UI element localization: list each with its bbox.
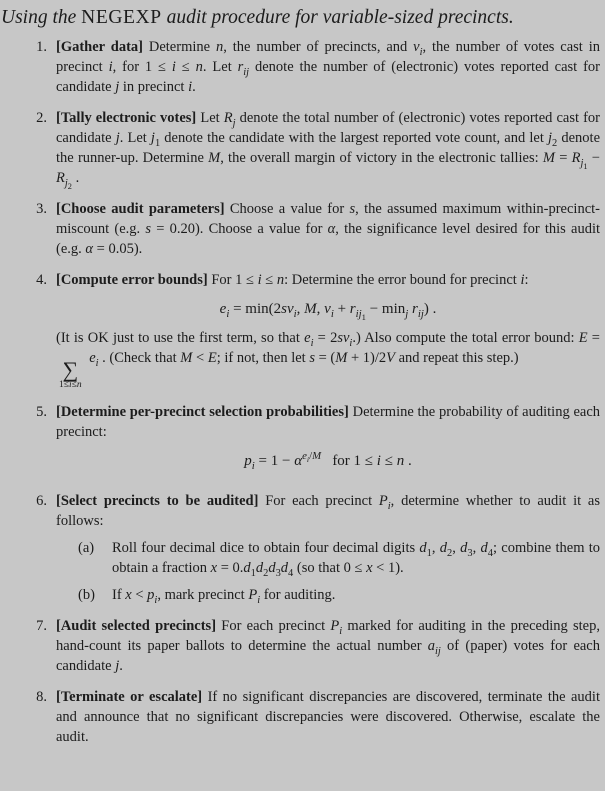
step-compute-error-bounds [0, 270, 602, 391]
step-audit-selected-precincts [0, 616, 602, 676]
step-gather-data [0, 37, 602, 97]
substep-text: If $x < p_i$, mark precinct $P_i$ for auditing. [112, 587, 336, 606]
step-body [56, 108, 602, 191]
step-text: Determine n, the number of precincts, and $v_i$, the number of votes cast in precinct i, for 1 ≤ i ≤ n. Let $r_{ij}$ denote the number of (electronic) votes reported cast for candidate j in precinct i. [56, 39, 600, 95]
page-title [1, 5, 602, 30]
step-label: [Tally electronic votes] [56, 110, 197, 126]
step-body [56, 402, 602, 480]
substep-roll-dice [78, 538, 600, 578]
step-text: Choose a value for s, the assumed maximum within-precinct-miscount (e.g. s = 0.20). Choose a value for α, the significance level desired for this audit (e.g. α = 0.05). [56, 201, 601, 257]
step-text: Let $R_j$ denote the total number of (electronic) votes reported cast for candidate j. Let $j_1$ denote the candidate with the largest reported vote count, and let $j_2$ denote the runner-up. Determine M, the overall margin of victory in the electronic tallies: $M = R_{j_1} - R_{j_2}$ . [56, 110, 601, 191]
equation-selection-probability: $p_i = 1 - \alpha^{e_i/M}$ for 1 ≤ i ≤ n . [244, 450, 412, 472]
step-label: [Terminate or escalate] [56, 689, 203, 705]
step-number: 2. [36, 110, 47, 126]
step-number: 1. [36, 39, 47, 55]
step-select-precincts [0, 491, 602, 605]
step-body [56, 270, 602, 391]
step-number: 4. [36, 272, 47, 288]
step-number: 6. [36, 493, 47, 509]
step-label: [Select precincts to be audited] [56, 493, 259, 509]
substep-number: (b) [78, 587, 95, 603]
step-selection-probabilities [0, 402, 602, 480]
title-negexp: NEGEXP [81, 7, 162, 28]
step-text: Determine the probability of auditing each precinct: [56, 404, 601, 440]
step-number: 8. [36, 689, 47, 705]
equation-error-bound: $e_i = \min(2sv_i$, M, $v_i + r_{ij_1} - \min_j r_{ij}$) . [219, 301, 437, 323]
step-label: [Compute error bounds] [56, 272, 208, 288]
substeps-list [78, 538, 600, 605]
substep-number: (a) [78, 540, 95, 556]
step-body [56, 199, 602, 259]
step-number: 7. [36, 618, 47, 634]
step-body [56, 491, 602, 605]
step-choose-audit-parameters [0, 199, 602, 259]
step-terminate-or-escalate [0, 687, 602, 747]
title-suffix: audit procedure for variable-sized precincts. [161, 7, 514, 28]
step-body [56, 616, 602, 676]
title-prefix: Using the [1, 7, 82, 28]
step-text: If no significant discrepancies are discovered, terminate the audit and announce that no significant discrepancies were discovered. Otherwise, escalate the audit. [56, 689, 600, 745]
steps-list [0, 37, 602, 747]
step-number: 3. [36, 201, 47, 217]
step-tally-electronic-votes [0, 108, 602, 191]
step-text: For each precinct $P_i$ marked for auditing in the preceding step, hand-count its paper ballots to determine the actual number $a_{ij}$ of (paper) votes for each candidate j. [56, 618, 600, 674]
step-body [56, 687, 602, 747]
substep-text: Roll four decimal dice to obtain four decimal digits $d_1$, $d_2$, $d_3$, $d_4$; combine them to obtain a fraction $x = 0.d_1d_2d_3d_4$ (so that 0 ≤ x < 1). [112, 540, 601, 579]
step-label: [Determine per-precinct selection probabilities] [56, 404, 349, 420]
substep-mark-precinct [78, 585, 600, 605]
step-text-continued: (It is OK just to use the first term, so that $e_i = 2sv_i$.) Also compute the total error bound: E = ∑ 1≤i≤n $e_i$ . (Check that M < E; if not, then let s = (M + 1)/2V and repeat this step.) [56, 330, 600, 390]
step-label: [Audit selected precincts] [56, 618, 217, 634]
step-label: [Choose audit parameters] [56, 201, 225, 217]
step-text: For each precinct $P_i$, determine whether to audit it as follows: [56, 493, 601, 529]
step-number: 5. [36, 404, 47, 420]
step-text: For 1 ≤ i ≤ n: Determine the error bound for precinct i: [211, 272, 529, 288]
step-body [56, 37, 602, 97]
step-label: [Gather data] [56, 39, 143, 55]
